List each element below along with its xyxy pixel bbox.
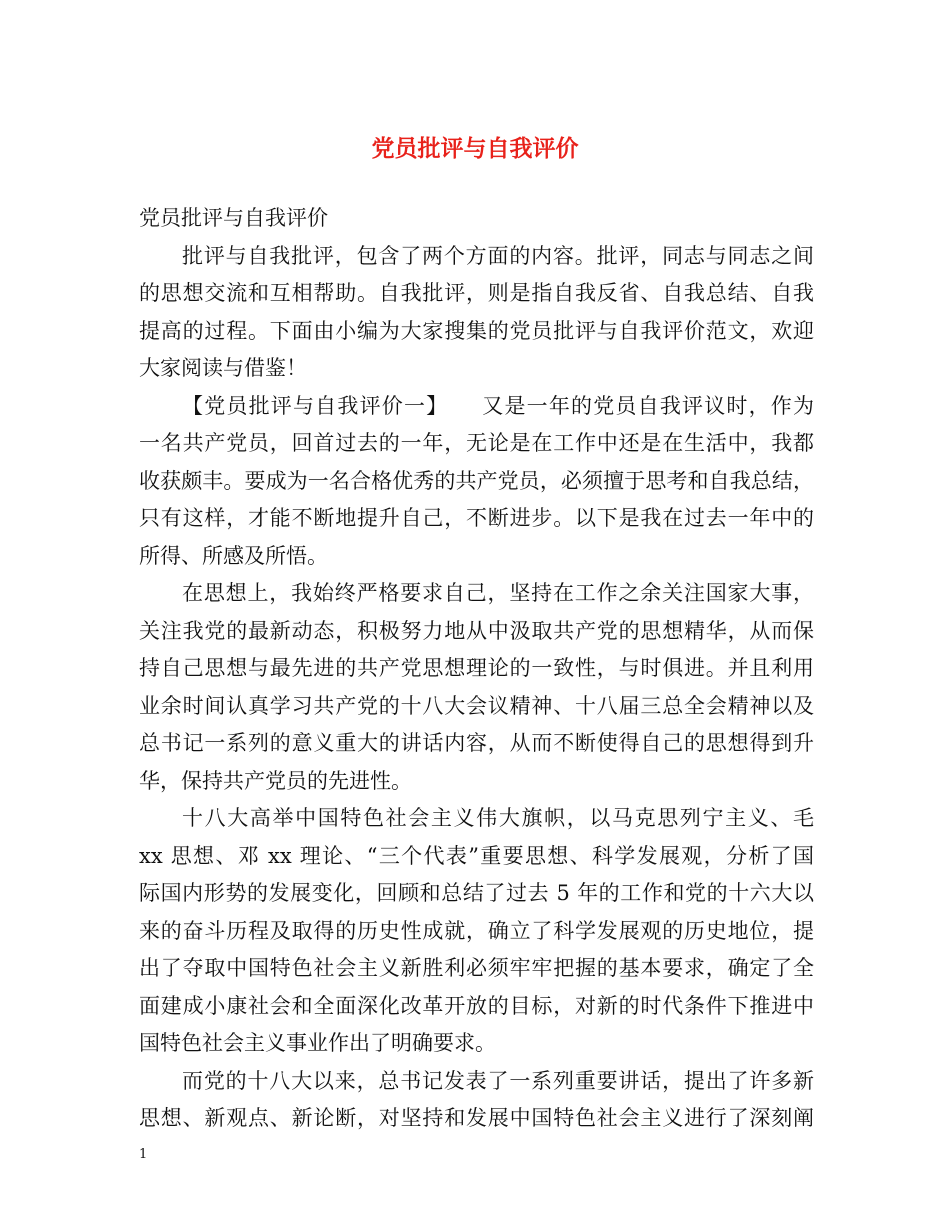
text-line: xx 思想、邓 xx 理论、“三个代表”重要思想、科学发展观，分析了国	[139, 843, 814, 868]
text-line: 在思想上，我始终严格要求自己，坚持在工作之余关注国家大事，	[182, 581, 814, 605]
text-line: 面建成小康社会和全面深化改革开放的目标，对新的时代条件下推进中	[139, 993, 814, 1018]
text-line: 关注我党的最新动态，积极努力地从中汲取共产党的思想精华，从而保	[139, 618, 814, 643]
text-line: 提高的过程。下面由小编为大家搜集的党员批评与自我评价范文，欢迎	[139, 318, 814, 343]
text-line: 大家阅读与借鉴！	[139, 356, 307, 380]
text-line: 党员批评与自我评价	[139, 206, 328, 230]
text-line: 来的奋斗历程及取得的历史性成就，确立了科学发展观的历史地位，提	[139, 918, 814, 943]
document-title: 党员批评与自我评价	[371, 135, 579, 162]
text-line: 持自己思想与最先进的共产党思想理论的一致性，与时俱进。并且利用	[139, 656, 814, 680]
text-line: 所得、所感及所悟。	[139, 543, 328, 568]
text-line: 总书记一系列的意义重大的讲话内容，从而不断使得自己的思想得到升	[139, 731, 814, 755]
text-line: 业余时间认真学习共产党的十八大会议精神、十八届三总全会精神以及	[139, 693, 814, 718]
text-line: 际国内形势的发展变化，回顾和总结了过去 5 年的工作和党的十六大以	[139, 881, 814, 905]
text-line: 【党员批评与自我评价一】 又是一年的党员自我评议时，作为	[182, 393, 814, 418]
text-line: 批评与自我批评，包含了两个方面的内容。批评，同志与同志之间	[182, 243, 814, 268]
text-line: 而党的十八大以来，总书记发表了一系列重要讲话，提出了许多新	[182, 1068, 814, 1093]
text-line: 国特色社会主义事业作出了明确要求。	[139, 1031, 496, 1055]
text-line: 只有这样，才能不断地提升自己，不断进步。以下是我在过去一年中的	[139, 506, 814, 530]
text-line: 华，保持共产党员的先进性。	[139, 768, 412, 793]
document-body	[139, 200, 814, 1138]
text-line: 的思想交流和互相帮助。自我批评，则是指自我反省、自我总结、自我	[139, 281, 814, 305]
text-line: 一名共产党员，回首过去的一年，无论是在工作中还是在生活中，我都	[139, 431, 814, 455]
text-line: 出了夺取中国特色社会主义新胜利必须牢牢把握的基本要求，确定了全	[139, 956, 814, 980]
text-line: 思想、新观点、新论断，对坚持和发展中国特色社会主义进行了深刻阐	[139, 1106, 814, 1130]
page-number: 1	[139, 1147, 148, 1162]
text-line: 收获颇丰。要成为一名合格优秀的共产党员，必须擅于思考和自我总结，	[139, 468, 814, 493]
text-line: 十八大高举中国特色社会主义伟大旗帜，以马克思列宁主义、毛	[182, 806, 814, 830]
